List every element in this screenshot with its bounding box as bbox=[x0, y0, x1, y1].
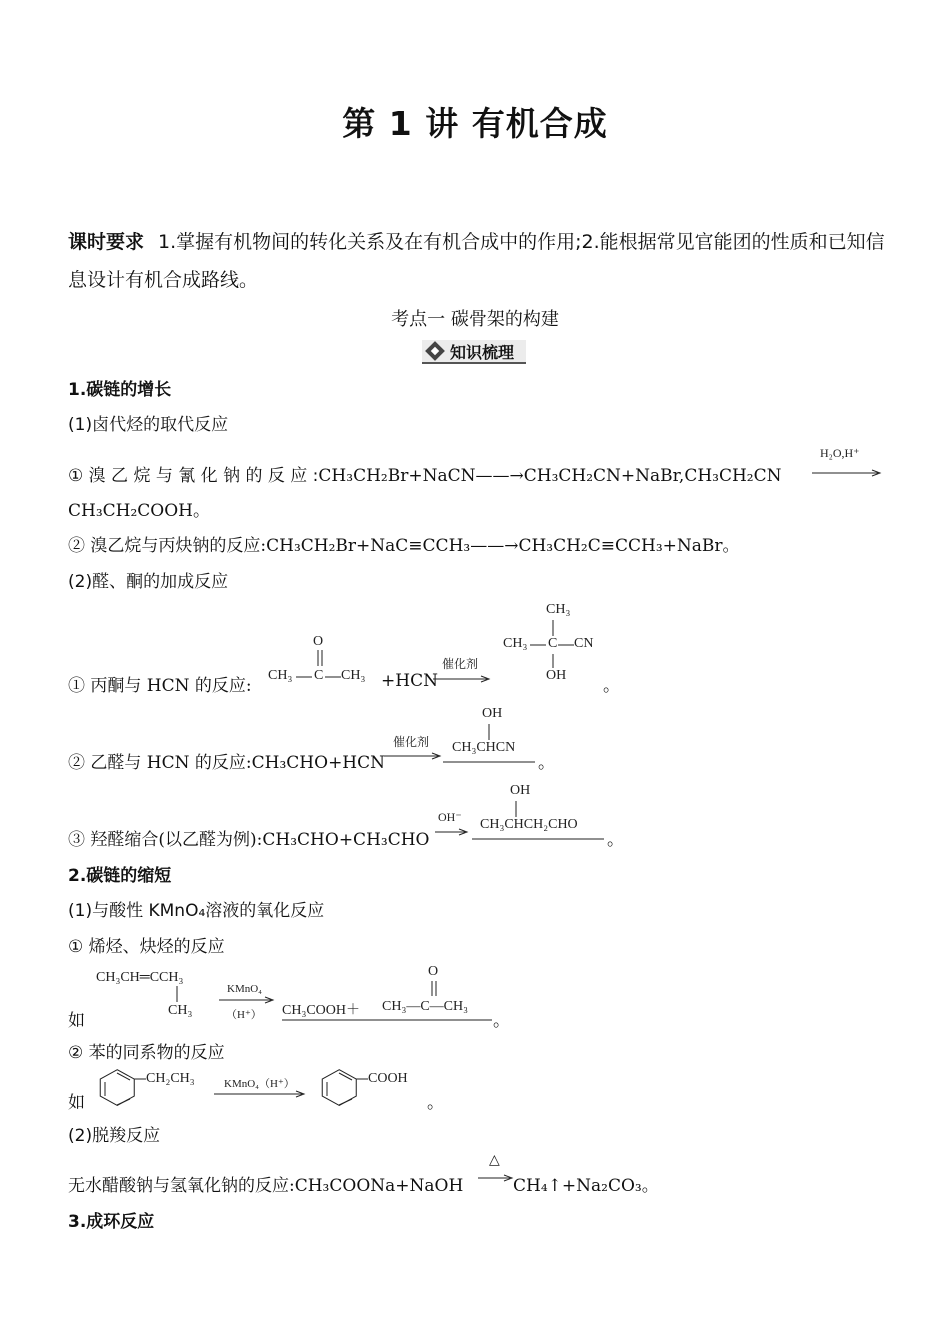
reaction-7-substituent: CH₂CH₃ bbox=[146, 1071, 195, 1086]
benzene-ring-icon bbox=[96, 1068, 146, 1106]
reaction-5-arrow bbox=[435, 829, 469, 837]
reaction-7-arrow bbox=[214, 1091, 306, 1099]
reaction-2: ② 溴乙烷与丙炔钠的反应:CH₃CH₂Br+NaC≡CCH₃——→CH₃CH₂C≡CCH₃+NaBr。 bbox=[68, 536, 740, 556]
reaction-7-bond-2 bbox=[356, 1078, 368, 1082]
subheading-kmno4-oxidation: (1)与酸性 KMnO₄溶液的氧化反应 bbox=[68, 901, 325, 921]
heading-carbon-chain-growth: 1.碳链的增长 bbox=[68, 380, 172, 400]
reaction-6-arrow bbox=[219, 997, 275, 1005]
subheading-alkene-alkyne: ① 烯烃、炔烃的反应 bbox=[68, 937, 225, 957]
reaction-5-end: 。 bbox=[607, 830, 624, 850]
reaction-5-underline bbox=[472, 838, 604, 842]
reaction-3-arrow bbox=[433, 676, 491, 684]
subheading-benzene-homolog: ② 苯的同系物的反应 bbox=[68, 1043, 225, 1063]
reaction-4-bond bbox=[488, 724, 492, 740]
reaction-6-cond2: （H⁺） bbox=[226, 1009, 262, 1021]
subheading-halide-substitution: (1)卤代烃的取代反应 bbox=[68, 415, 229, 435]
badge-label: 知识梳理 bbox=[450, 342, 515, 362]
heading-ring-formation: 3.成环反应 bbox=[68, 1212, 155, 1232]
acetone-bond-left bbox=[296, 676, 312, 680]
reaction-6-o: O bbox=[428, 964, 439, 979]
reaction-1-prefix: ① 溴 乙 烷 与 氰 化 钠 的 反 应 : bbox=[68, 466, 319, 486]
diamond-icon bbox=[425, 341, 445, 361]
reaction-1-arrow: ——→ bbox=[475, 466, 524, 486]
reaction-6-branch: CH₃ bbox=[168, 1003, 193, 1018]
cyanohydrin-oh: OH bbox=[546, 668, 567, 683]
cyanohydrin-bond-right bbox=[558, 644, 574, 648]
reaction-3-prefix: ① 丙酮与 HCN 的反应: bbox=[68, 676, 252, 696]
acetone-o: O bbox=[313, 634, 324, 649]
reaction-4-prefix: ② 乙醛与 HCN 的反应:CH₃CHO+HCN bbox=[68, 753, 386, 773]
section-title: 考点一 碳骨架的构建 bbox=[391, 309, 559, 330]
reaction-3-end: 。 bbox=[603, 676, 620, 696]
reaction-6-ru: 如 bbox=[68, 1011, 85, 1031]
reaction-4-product: CH₃CHCN bbox=[452, 740, 516, 755]
reaction-6-prod1: CH₃COOH＋ bbox=[282, 1003, 360, 1018]
reaction-6-underline bbox=[282, 1019, 492, 1023]
benzene-ring-icon-2 bbox=[318, 1068, 368, 1106]
reaction-5-product: CH₃CHCH₂CHO bbox=[480, 817, 578, 832]
reaction-8-products: CH₄↑+Na₂CO₃。 bbox=[513, 1176, 659, 1196]
acetone-ch3-left: CH₃ bbox=[268, 668, 293, 683]
reaction-5-condition: OH⁻ bbox=[438, 810, 462, 824]
reaction-6-cond1: KMnO₄ bbox=[227, 983, 263, 995]
acetone-bond-right bbox=[325, 676, 341, 680]
reaction-1 bbox=[68, 461, 782, 486]
cyanohydrin-ch3-top: CH₃ bbox=[546, 602, 571, 617]
reaction-1-reactants: CH₃CH₂Br+NaCN bbox=[318, 466, 476, 486]
reaction-7-condition: KMnO₄（H⁺） bbox=[224, 1078, 295, 1090]
subheading-aldehyde-ketone-addition: (2)醛、酮的加成反应 bbox=[68, 572, 229, 592]
reaction-1-products: CH₃CH₂CN+NaBr,CH₃CH₂CN bbox=[523, 466, 782, 486]
reaction-5-bond bbox=[515, 801, 519, 817]
reaction-5-prefix: ③ 羟醛缩合(以乙醛为例):CH₃CHO+CH₃CHO bbox=[68, 830, 430, 850]
acetone-double-bond bbox=[316, 650, 326, 670]
acetone-ch3-right: CH₃ bbox=[341, 668, 366, 683]
cyanohydrin-bond-bottom bbox=[552, 654, 556, 668]
reaction-6-branch-bond bbox=[176, 986, 180, 1002]
reaction-6-reactant: CH₃CH═CCH₃ bbox=[96, 970, 184, 985]
reaction-7-ru: 如 bbox=[68, 1093, 85, 1113]
cyanohydrin-bond-left bbox=[530, 644, 546, 648]
reaction-1-condition: H₂O,H⁺ bbox=[820, 446, 860, 460]
cyanohydrin-bond-top bbox=[552, 620, 556, 636]
reaction-4-arrow bbox=[384, 753, 442, 761]
reaction-6-end: 。 bbox=[493, 1011, 510, 1031]
course-requirement bbox=[68, 223, 888, 299]
cyanohydrin-ch3-left: CH₃ bbox=[503, 636, 528, 651]
reaction-7-bond-1 bbox=[134, 1078, 146, 1082]
cyanohydrin-c: C bbox=[548, 636, 558, 651]
reaction-7-product: COOH bbox=[368, 1071, 408, 1086]
reaction-3-hcn: +HCN bbox=[381, 671, 438, 691]
reaction-8-prefix: 无水醋酸钠与氢氧化钠的反应:CH₃COONa+NaOH bbox=[68, 1176, 464, 1196]
cyanohydrin-cn: CN bbox=[574, 636, 594, 651]
reaction-7-end: 。 bbox=[427, 1093, 444, 1113]
reaction-3-condition: 催化剂 bbox=[442, 657, 479, 671]
reaction-1-end: CH₃CH₂COOH。 bbox=[68, 501, 211, 521]
page-title: 第 1 讲 有机合成 bbox=[342, 104, 608, 143]
subheading-decarboxylation: (2)脱羧反应 bbox=[68, 1126, 161, 1146]
reaction-4-oh: OH bbox=[482, 706, 503, 721]
acetone-c: C bbox=[314, 668, 324, 683]
reaction-4-end: 。 bbox=[538, 753, 555, 773]
reaction-8-condition: △ bbox=[489, 1153, 500, 1168]
requirement-label: 课时要求 bbox=[68, 231, 145, 253]
reaction-6-double-bond bbox=[430, 981, 440, 997]
reaction-6-prod2: CH₃—C—CH₃ bbox=[382, 999, 468, 1014]
reaction-1-arrow-2 bbox=[812, 470, 882, 480]
heading-carbon-chain-shortening: 2.碳链的缩短 bbox=[68, 866, 172, 886]
knowledge-badge bbox=[422, 340, 526, 364]
reaction-4-condition: 催化剂 bbox=[393, 735, 430, 749]
reaction-5-oh: OH bbox=[510, 783, 531, 798]
requirement-text: 1.掌握有机物间的转化关系及在有机合成中的作用;2.能根据常见官能团的性质和已知信息设计有机合成路线。 bbox=[68, 231, 885, 291]
reaction-8-arrow bbox=[478, 1175, 514, 1183]
reaction-4-underline bbox=[443, 761, 535, 765]
